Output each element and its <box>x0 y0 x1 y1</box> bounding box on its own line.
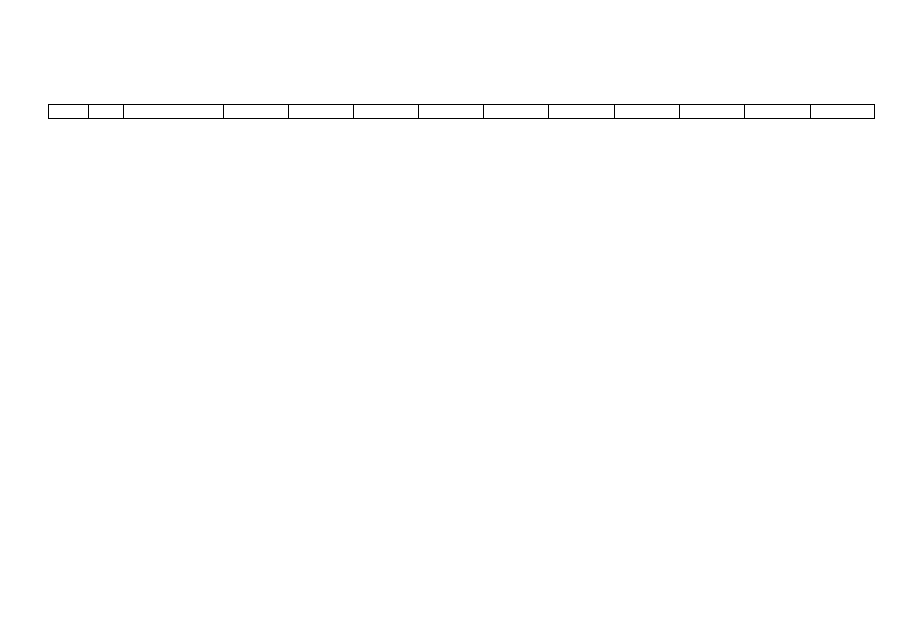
header-row <box>49 105 875 119</box>
column-header <box>89 105 124 119</box>
column-header <box>484 105 549 119</box>
column-header <box>614 105 679 119</box>
column-header <box>354 105 418 119</box>
column-header <box>289 105 354 119</box>
column-header <box>549 105 614 119</box>
repair-schedule-table <box>48 104 875 119</box>
column-header <box>745 105 810 119</box>
column-header <box>679 105 744 119</box>
column-header <box>418 105 483 119</box>
column-header <box>810 105 874 119</box>
column-header <box>49 105 89 119</box>
column-header <box>124 105 223 119</box>
column-header <box>223 105 288 119</box>
